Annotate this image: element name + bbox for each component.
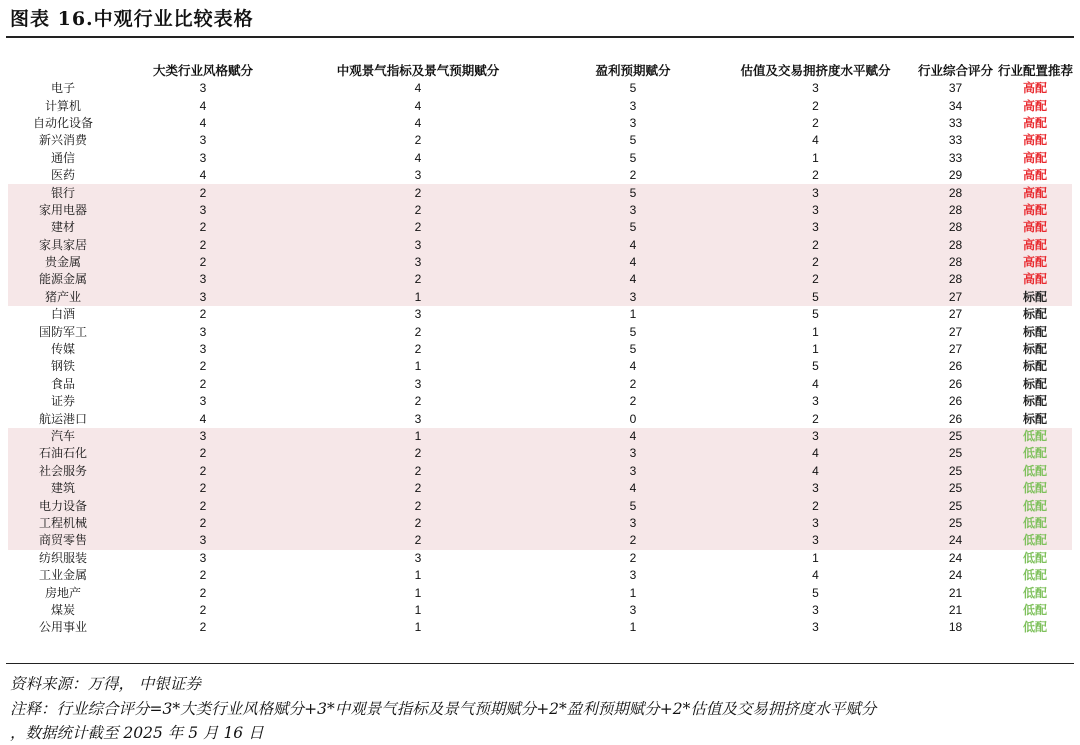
prosperity-score-cell: 1 (414, 620, 422, 635)
total-score-cell: 33 (948, 133, 963, 148)
profit-score-cell: 1 (629, 307, 637, 322)
recommendation-cell: 标配 (1022, 359, 1047, 374)
industry-name-cell: 猪产业 (8, 289, 118, 306)
prosperity-score-cell: 4 (414, 98, 422, 113)
valuation-score-cell: 3 (812, 81, 819, 96)
style-score-cell: 2 (199, 307, 207, 322)
total-score-cell: 21 (948, 585, 963, 600)
profit-score-cell: 3 (548, 463, 718, 480)
total-score-cell: 24 (948, 550, 963, 565)
style-score-cell: 2 (118, 463, 288, 480)
style-score-cell: 2 (199, 376, 207, 391)
style-score-cell: 2 (118, 445, 288, 462)
profit-score-cell: 1 (629, 585, 637, 600)
top-rule (6, 36, 1074, 38)
table-row (8, 515, 1072, 532)
table-row (8, 97, 1072, 114)
total-score-cell: 28 (913, 254, 998, 271)
prosperity-score-cell: 2 (288, 480, 548, 497)
valuation-score-cell: 2 (718, 254, 913, 271)
table-row (8, 480, 1072, 497)
source-note: 资料来源：万得， 中银证券 (10, 675, 201, 693)
recommendation-cell: 标配 (1022, 394, 1047, 409)
valuation-score-cell: 4 (812, 376, 819, 391)
style-score-cell: 2 (118, 254, 288, 271)
valuation-score-cell: 2 (812, 411, 819, 426)
style-score-cell: 2 (199, 602, 207, 617)
valuation-score-cell: 3 (718, 515, 913, 532)
header-valuation-score: 估值及交易拥挤度水平赋分 (740, 63, 891, 78)
total-score-cell: 28 (913, 184, 998, 201)
industry-name-cell: 工业金属 (38, 568, 87, 583)
industry-name-cell: 汽车 (8, 428, 118, 445)
valuation-score-cell: 5 (812, 585, 819, 600)
profit-score-cell: 3 (548, 445, 718, 462)
recommendation-cell: 高配 (998, 219, 1072, 236)
prosperity-score-cell: 2 (414, 394, 422, 409)
table-row (8, 463, 1072, 480)
recommendation-cell: 高配 (1022, 115, 1047, 130)
table-row (8, 428, 1072, 445)
total-score-cell: 26 (948, 394, 963, 409)
table-row (8, 376, 1072, 393)
total-score-cell: 27 (913, 289, 998, 306)
industry-name-cell: 家用电器 (8, 202, 118, 219)
industry-name-cell: 银行 (8, 184, 118, 201)
total-score-cell: 34 (948, 98, 963, 113)
valuation-score-cell: 3 (812, 602, 819, 617)
prosperity-score-cell: 3 (288, 237, 548, 254)
profit-score-cell: 3 (629, 115, 637, 130)
table-row (8, 323, 1072, 340)
total-score-cell: 27 (948, 342, 963, 357)
style-score-cell: 3 (199, 394, 207, 409)
prosperity-score-cell: 2 (288, 532, 548, 549)
valuation-score-cell: 2 (718, 271, 913, 288)
valuation-score-cell: 3 (718, 184, 913, 201)
style-score-cell: 3 (118, 428, 288, 445)
industry-name-cell: 工程机械 (8, 515, 118, 532)
industry-name-cell: 贵金属 (8, 254, 118, 271)
total-score-cell: 25 (913, 463, 998, 480)
total-score-cell: 18 (948, 620, 963, 635)
valuation-score-cell: 3 (718, 219, 913, 236)
profit-score-cell: 2 (629, 168, 637, 183)
total-score-cell: 28 (913, 219, 998, 236)
style-score-cell: 3 (199, 342, 207, 357)
valuation-score-cell: 4 (812, 133, 819, 148)
profit-score-cell: 3 (548, 202, 718, 219)
table-row (8, 80, 1072, 97)
total-score-cell: 25 (913, 428, 998, 445)
profit-score-cell: 4 (548, 480, 718, 497)
recommendation-cell: 标配 (998, 289, 1072, 306)
total-score-cell: 33 (948, 150, 963, 165)
valuation-score-cell: 1 (812, 342, 819, 357)
style-score-cell: 3 (199, 81, 207, 96)
prosperity-score-cell: 2 (414, 133, 422, 148)
valuation-score-cell: 1 (812, 150, 819, 165)
table-row (8, 619, 1072, 636)
table-row (8, 115, 1072, 132)
style-score-cell: 4 (199, 168, 207, 183)
prosperity-score-cell: 2 (288, 202, 548, 219)
date-note: ，数据统计截至 2025 年 5 月 16 日 (10, 724, 264, 742)
style-score-cell: 2 (118, 515, 288, 532)
valuation-score-cell: 3 (718, 202, 913, 219)
prosperity-score-cell: 3 (414, 168, 422, 183)
profit-score-cell: 5 (629, 81, 637, 96)
table-row (8, 550, 1072, 567)
total-score-cell: 28 (913, 237, 998, 254)
table-row (8, 202, 1072, 219)
table-row (8, 306, 1072, 323)
recommendation-cell: 高配 (998, 202, 1072, 219)
industry-name-cell: 传媒 (50, 342, 75, 357)
valuation-score-cell: 2 (812, 168, 819, 183)
style-score-cell: 2 (118, 219, 288, 236)
table-header-row (8, 60, 1072, 80)
industry-name-cell: 食品 (50, 376, 75, 391)
profit-score-cell: 3 (629, 98, 637, 113)
prosperity-score-cell: 1 (414, 568, 422, 583)
header-total-score: 行业综合评分 (917, 63, 993, 78)
style-score-cell: 3 (118, 271, 288, 288)
prosperity-score-cell: 2 (288, 463, 548, 480)
valuation-score-cell: 1 (812, 550, 819, 565)
profit-score-cell: 2 (629, 394, 637, 409)
total-score-cell: 33 (948, 115, 963, 130)
valuation-score-cell: 2 (718, 237, 913, 254)
style-score-cell: 2 (118, 480, 288, 497)
total-score-cell: 25 (913, 497, 998, 514)
prosperity-score-cell: 2 (288, 184, 548, 201)
total-score-cell: 27 (948, 307, 963, 322)
valuation-score-cell: 3 (812, 394, 819, 409)
industry-name-cell: 纺织服装 (38, 550, 87, 565)
style-score-cell: 2 (199, 359, 207, 374)
recommendation-cell: 高配 (1022, 168, 1047, 183)
table-row (8, 358, 1072, 375)
valuation-score-cell: 4 (718, 445, 913, 462)
style-score-cell: 2 (118, 184, 288, 201)
style-score-cell: 3 (118, 532, 288, 549)
profit-score-cell: 4 (548, 271, 718, 288)
industry-name-cell: 航运港口 (38, 411, 87, 426)
recommendation-cell: 高配 (998, 237, 1072, 254)
table-body (8, 80, 1072, 637)
valuation-score-cell: 4 (812, 568, 819, 583)
industry-name-cell: 医药 (50, 168, 75, 183)
recommendation-cell: 低配 (1022, 550, 1047, 565)
total-score-cell: 24 (913, 532, 998, 549)
table-row (8, 410, 1072, 427)
total-score-cell: 37 (948, 81, 963, 96)
prosperity-score-cell: 4 (414, 150, 422, 165)
recommendation-cell: 标配 (1022, 342, 1047, 357)
industry-name-cell: 自动化设备 (32, 115, 93, 130)
style-score-cell: 3 (199, 550, 207, 565)
industry-name-cell: 建筑 (8, 480, 118, 497)
industry-name-cell: 钢铁 (50, 359, 75, 374)
recommendation-cell: 标配 (1022, 307, 1047, 322)
industry-name-cell: 石油石化 (8, 445, 118, 462)
recommendation-cell: 标配 (1022, 324, 1047, 339)
table-row (8, 254, 1072, 271)
recommendation-cell: 标配 (1022, 411, 1047, 426)
recommendation-cell: 低配 (1022, 568, 1047, 583)
profit-score-cell: 5 (548, 184, 718, 201)
industry-name-cell: 计算机 (44, 98, 81, 113)
profit-score-cell: 2 (629, 376, 637, 391)
industry-name-cell: 电力设备 (8, 497, 118, 514)
valuation-score-cell: 5 (812, 307, 819, 322)
profit-score-cell: 3 (629, 602, 637, 617)
recommendation-cell: 低配 (998, 532, 1072, 549)
total-score-cell: 29 (948, 168, 963, 183)
recommendation-cell: 高配 (1022, 98, 1047, 113)
total-score-cell: 28 (913, 202, 998, 219)
table-row (8, 445, 1072, 462)
valuation-score-cell: 3 (718, 428, 913, 445)
prosperity-score-cell: 1 (414, 585, 422, 600)
industry-name-cell: 社会服务 (8, 463, 118, 480)
profit-score-cell: 2 (629, 550, 637, 565)
prosperity-score-cell: 2 (288, 497, 548, 514)
recommendation-cell: 高配 (1022, 81, 1047, 96)
profit-score-cell: 4 (548, 237, 718, 254)
industry-name-cell: 建材 (8, 219, 118, 236)
style-score-cell: 3 (118, 202, 288, 219)
profit-score-cell: 5 (629, 150, 637, 165)
valuation-score-cell: 3 (812, 620, 819, 635)
profit-score-cell: 2 (548, 532, 718, 549)
style-score-cell: 2 (118, 237, 288, 254)
profit-score-cell: 5 (629, 342, 637, 357)
table-row (8, 167, 1072, 184)
table-row (8, 219, 1072, 236)
valuation-score-cell: 2 (812, 115, 819, 130)
profit-score-cell: 4 (629, 359, 637, 374)
header-style-score: 大类行业风格赋分 (152, 63, 253, 78)
total-score-cell: 26 (948, 376, 963, 391)
recommendation-cell: 低配 (998, 428, 1072, 445)
table-row (8, 584, 1072, 601)
recommendation-cell: 低配 (1022, 620, 1047, 635)
industry-name-cell: 能源金属 (8, 271, 118, 288)
prosperity-score-cell: 1 (288, 428, 548, 445)
table-row (8, 602, 1072, 619)
prosperity-score-cell: 3 (414, 411, 422, 426)
recommendation-cell: 低配 (998, 515, 1072, 532)
total-score-cell: 26 (948, 411, 963, 426)
valuation-score-cell: 1 (812, 324, 819, 339)
recommendation-cell: 标配 (1022, 376, 1047, 391)
valuation-score-cell: 5 (812, 359, 819, 374)
prosperity-score-cell: 3 (414, 307, 422, 322)
total-score-cell: 25 (913, 445, 998, 462)
recommendation-cell: 高配 (998, 184, 1072, 201)
bottom-rule (6, 663, 1074, 664)
prosperity-score-cell: 1 (414, 359, 422, 374)
profit-score-cell: 5 (629, 324, 637, 339)
total-score-cell: 21 (948, 602, 963, 617)
prosperity-score-cell: 2 (414, 324, 422, 339)
recommendation-cell: 高配 (1022, 150, 1047, 165)
prosperity-score-cell: 4 (414, 115, 422, 130)
industry-name-cell: 证券 (50, 394, 75, 409)
industry-name-cell: 公用事业 (38, 620, 87, 635)
style-score-cell: 2 (118, 497, 288, 514)
style-score-cell: 2 (199, 585, 207, 600)
industry-name-cell: 新兴消费 (38, 133, 87, 148)
valuation-score-cell: 3 (718, 480, 913, 497)
prosperity-score-cell: 3 (414, 550, 422, 565)
formula-note: 注释：行业综合评分=3*大类行业风格赋分+3*中观景气指标及景气预期赋分+2*盈利预期赋分+2*估值及交易拥挤度水平赋分 (10, 700, 877, 718)
valuation-score-cell: 4 (718, 463, 913, 480)
recommendation-cell: 高配 (1022, 133, 1047, 148)
style-score-cell: 3 (199, 150, 207, 165)
header-industry (8, 60, 118, 80)
profit-score-cell: 3 (548, 515, 718, 532)
recommendation-cell: 高配 (998, 254, 1072, 271)
table-row (8, 289, 1072, 306)
header-recommendation: 行业配置推荐 (998, 63, 1074, 78)
total-score-cell: 25 (913, 480, 998, 497)
style-score-cell: 3 (199, 324, 207, 339)
table-row (8, 497, 1072, 514)
style-score-cell: 3 (199, 133, 207, 148)
profit-score-cell: 0 (629, 411, 637, 426)
prosperity-score-cell: 4 (414, 81, 422, 96)
industry-name-cell: 电子 (50, 81, 75, 96)
industry-name-cell: 家具家居 (8, 237, 118, 254)
table-row (8, 237, 1072, 254)
style-score-cell: 4 (199, 115, 207, 130)
style-score-cell: 4 (199, 98, 207, 113)
style-score-cell: 2 (199, 568, 207, 583)
table-row (8, 567, 1072, 584)
industry-comparison-table (8, 60, 1072, 637)
industry-name-cell: 商贸零售 (8, 532, 118, 549)
profit-score-cell: 5 (629, 133, 637, 148)
table-row (8, 532, 1072, 549)
table-row (8, 132, 1072, 149)
prosperity-score-cell: 2 (288, 515, 548, 532)
valuation-score-cell: 5 (718, 289, 913, 306)
recommendation-cell: 低配 (1022, 585, 1047, 600)
total-score-cell: 25 (913, 515, 998, 532)
prosperity-score-cell: 3 (414, 376, 422, 391)
header-profit-score: 盈利预期赋分 (595, 63, 671, 78)
recommendation-cell: 低配 (998, 480, 1072, 497)
header-prosperity-score: 中观景气指标及景气预期赋分 (336, 63, 500, 78)
style-score-cell: 2 (199, 620, 207, 635)
table-row (8, 393, 1072, 410)
recommendation-cell: 高配 (998, 271, 1072, 288)
page-title: 图表 16.中观行业比较表格 (10, 8, 254, 30)
total-score-cell: 26 (948, 359, 963, 374)
table-row (8, 271, 1072, 288)
recommendation-cell: 低配 (998, 497, 1072, 514)
industry-name-cell: 煤炭 (50, 602, 75, 617)
profit-score-cell: 5 (548, 497, 718, 514)
prosperity-score-cell: 1 (414, 602, 422, 617)
industry-name-cell: 白酒 (50, 307, 75, 322)
prosperity-score-cell: 2 (288, 219, 548, 236)
industry-name-cell: 国防军工 (38, 324, 87, 339)
table-row (8, 184, 1072, 201)
total-score-cell: 24 (948, 568, 963, 583)
profit-score-cell: 5 (548, 219, 718, 236)
prosperity-score-cell: 2 (288, 445, 548, 462)
profit-score-cell: 1 (629, 620, 637, 635)
table-row (8, 341, 1072, 358)
prosperity-score-cell: 2 (288, 271, 548, 288)
profit-score-cell: 4 (548, 254, 718, 271)
valuation-score-cell: 2 (812, 98, 819, 113)
total-score-cell: 28 (913, 271, 998, 288)
valuation-score-cell: 2 (718, 497, 913, 514)
industry-name-cell: 通信 (50, 150, 75, 165)
table-row (8, 150, 1072, 167)
style-score-cell: 4 (199, 411, 207, 426)
recommendation-cell: 低配 (1022, 602, 1047, 617)
profit-score-cell: 3 (629, 568, 637, 583)
recommendation-cell: 低配 (998, 445, 1072, 462)
profit-score-cell: 4 (548, 428, 718, 445)
style-score-cell: 3 (118, 289, 288, 306)
prosperity-score-cell: 3 (288, 254, 548, 271)
industry-name-cell: 房地产 (44, 585, 81, 600)
prosperity-score-cell: 2 (414, 342, 422, 357)
prosperity-score-cell: 1 (288, 289, 548, 306)
total-score-cell: 27 (948, 324, 963, 339)
valuation-score-cell: 3 (718, 532, 913, 549)
profit-score-cell: 3 (548, 289, 718, 306)
recommendation-cell: 低配 (998, 463, 1072, 480)
